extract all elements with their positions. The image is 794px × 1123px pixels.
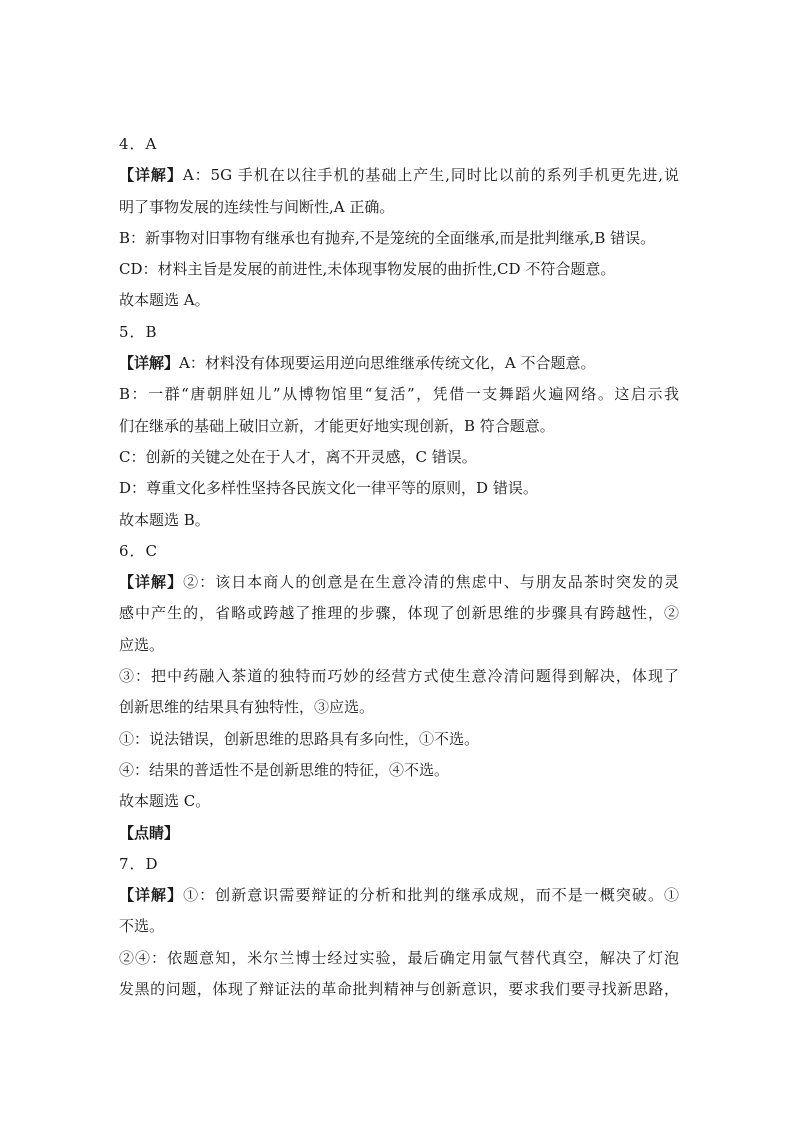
detail-6-line-3: 应选。: [119, 635, 165, 654]
detail-tag: 【详解】: [119, 354, 180, 373]
detail-4-line-4: CD：材料主旨是发展的前进性,未体现事物发展的曲折性,CD 不符合题意。: [119, 260, 616, 279]
detail-7-line-3: ②④：依题意知，米尔兰博士经过实验，最后确定用氩气替代真空，解决了灯泡: [119, 948, 679, 967]
answer-5: 5．B: [119, 322, 158, 341]
detail-6-line-7: ④：结果的普适性不是创新思维的特征，④不选。: [119, 760, 450, 779]
detail-tag: 【详解】: [119, 886, 184, 905]
answer-6: 6．C: [119, 541, 159, 560]
detail-6-line-8: 故本题选 C。: [119, 792, 211, 811]
detail-5-line-2: B：一群“唐朝胖妞儿”从博物馆里“复活”，凭借一支舞蹈火遍网络。这启示我: [119, 385, 679, 404]
detail-6-line-5: 创新思维的结果具有独特性，③应选。: [119, 698, 375, 717]
detail-5-line-1: 【详解】A：材料没有体现要运用逆向思维继承传统文化，A 不合题意。: [119, 354, 596, 373]
detail-tag: 【详解】: [119, 573, 184, 592]
detail-5-line-5: D：尊重文化多样性坚持各民族文化一律平等的原则，D 错误。: [119, 479, 538, 498]
detail-tag: 【详解】: [119, 166, 183, 185]
detail-4-line-5: 故本题选 A。: [119, 291, 210, 310]
detail-4-line-1: 【详解】A：5G 手机在以往手机的基础上产生,同时比以前的系列手机更先进,说: [119, 166, 679, 185]
detail-5-line-4: C：创新的关键之处在于人才，离不开灵感，C 错误。: [119, 447, 477, 466]
detail-6-line-6: ①：说法错误，创新思维的思路具有多向性，①不选。: [119, 729, 480, 748]
detail-7-line-1: 【详解】①：创新意识需要辩证的分析和批判的继承成规，而不是一概突破。①: [119, 886, 679, 905]
answer-explanations: [119, 129, 679, 1005]
detail-6-line-4: ③：把中药融入茶道的独特而巧妙的经营方式使生意冷清问题得到解决，体现了: [119, 667, 679, 686]
answer-7: 7．D: [119, 854, 159, 873]
detail-6-line-2: 感中产生的，省略或跨越了推理的步骤，体现了创新思维的步骤具有跨越性，②: [119, 604, 679, 623]
detail-7-line-4: 发黑的问题，体现了辩证法的革命批判精神与创新意识，要求我们要寻找新思路，: [119, 980, 679, 999]
detail-4-line-3: B：新事物对旧事物有继承也有抛弃,不是笼统的全面继承,而是批判继承,B 错误。: [119, 228, 656, 247]
answer-4: 4．A: [119, 135, 158, 153]
detail-5-line-3: 们在继承的基础上破旧立新，才能更好地实现创新，B 符合题意。: [119, 416, 555, 435]
detail-5-line-6: 故本题选 B。: [119, 510, 210, 529]
detail-6-line-1: 【详解】②：该日本商人的创意是在生意冷清的焦虑中、与朋友品茶时突发的灵: [119, 573, 679, 592]
detail-7-line-2: 不选。: [119, 917, 165, 936]
detail-4-line-2: 明了事物发展的连续性与间断性,A 正确。: [119, 197, 395, 216]
remark-tag: 【点睛】: [119, 823, 180, 842]
